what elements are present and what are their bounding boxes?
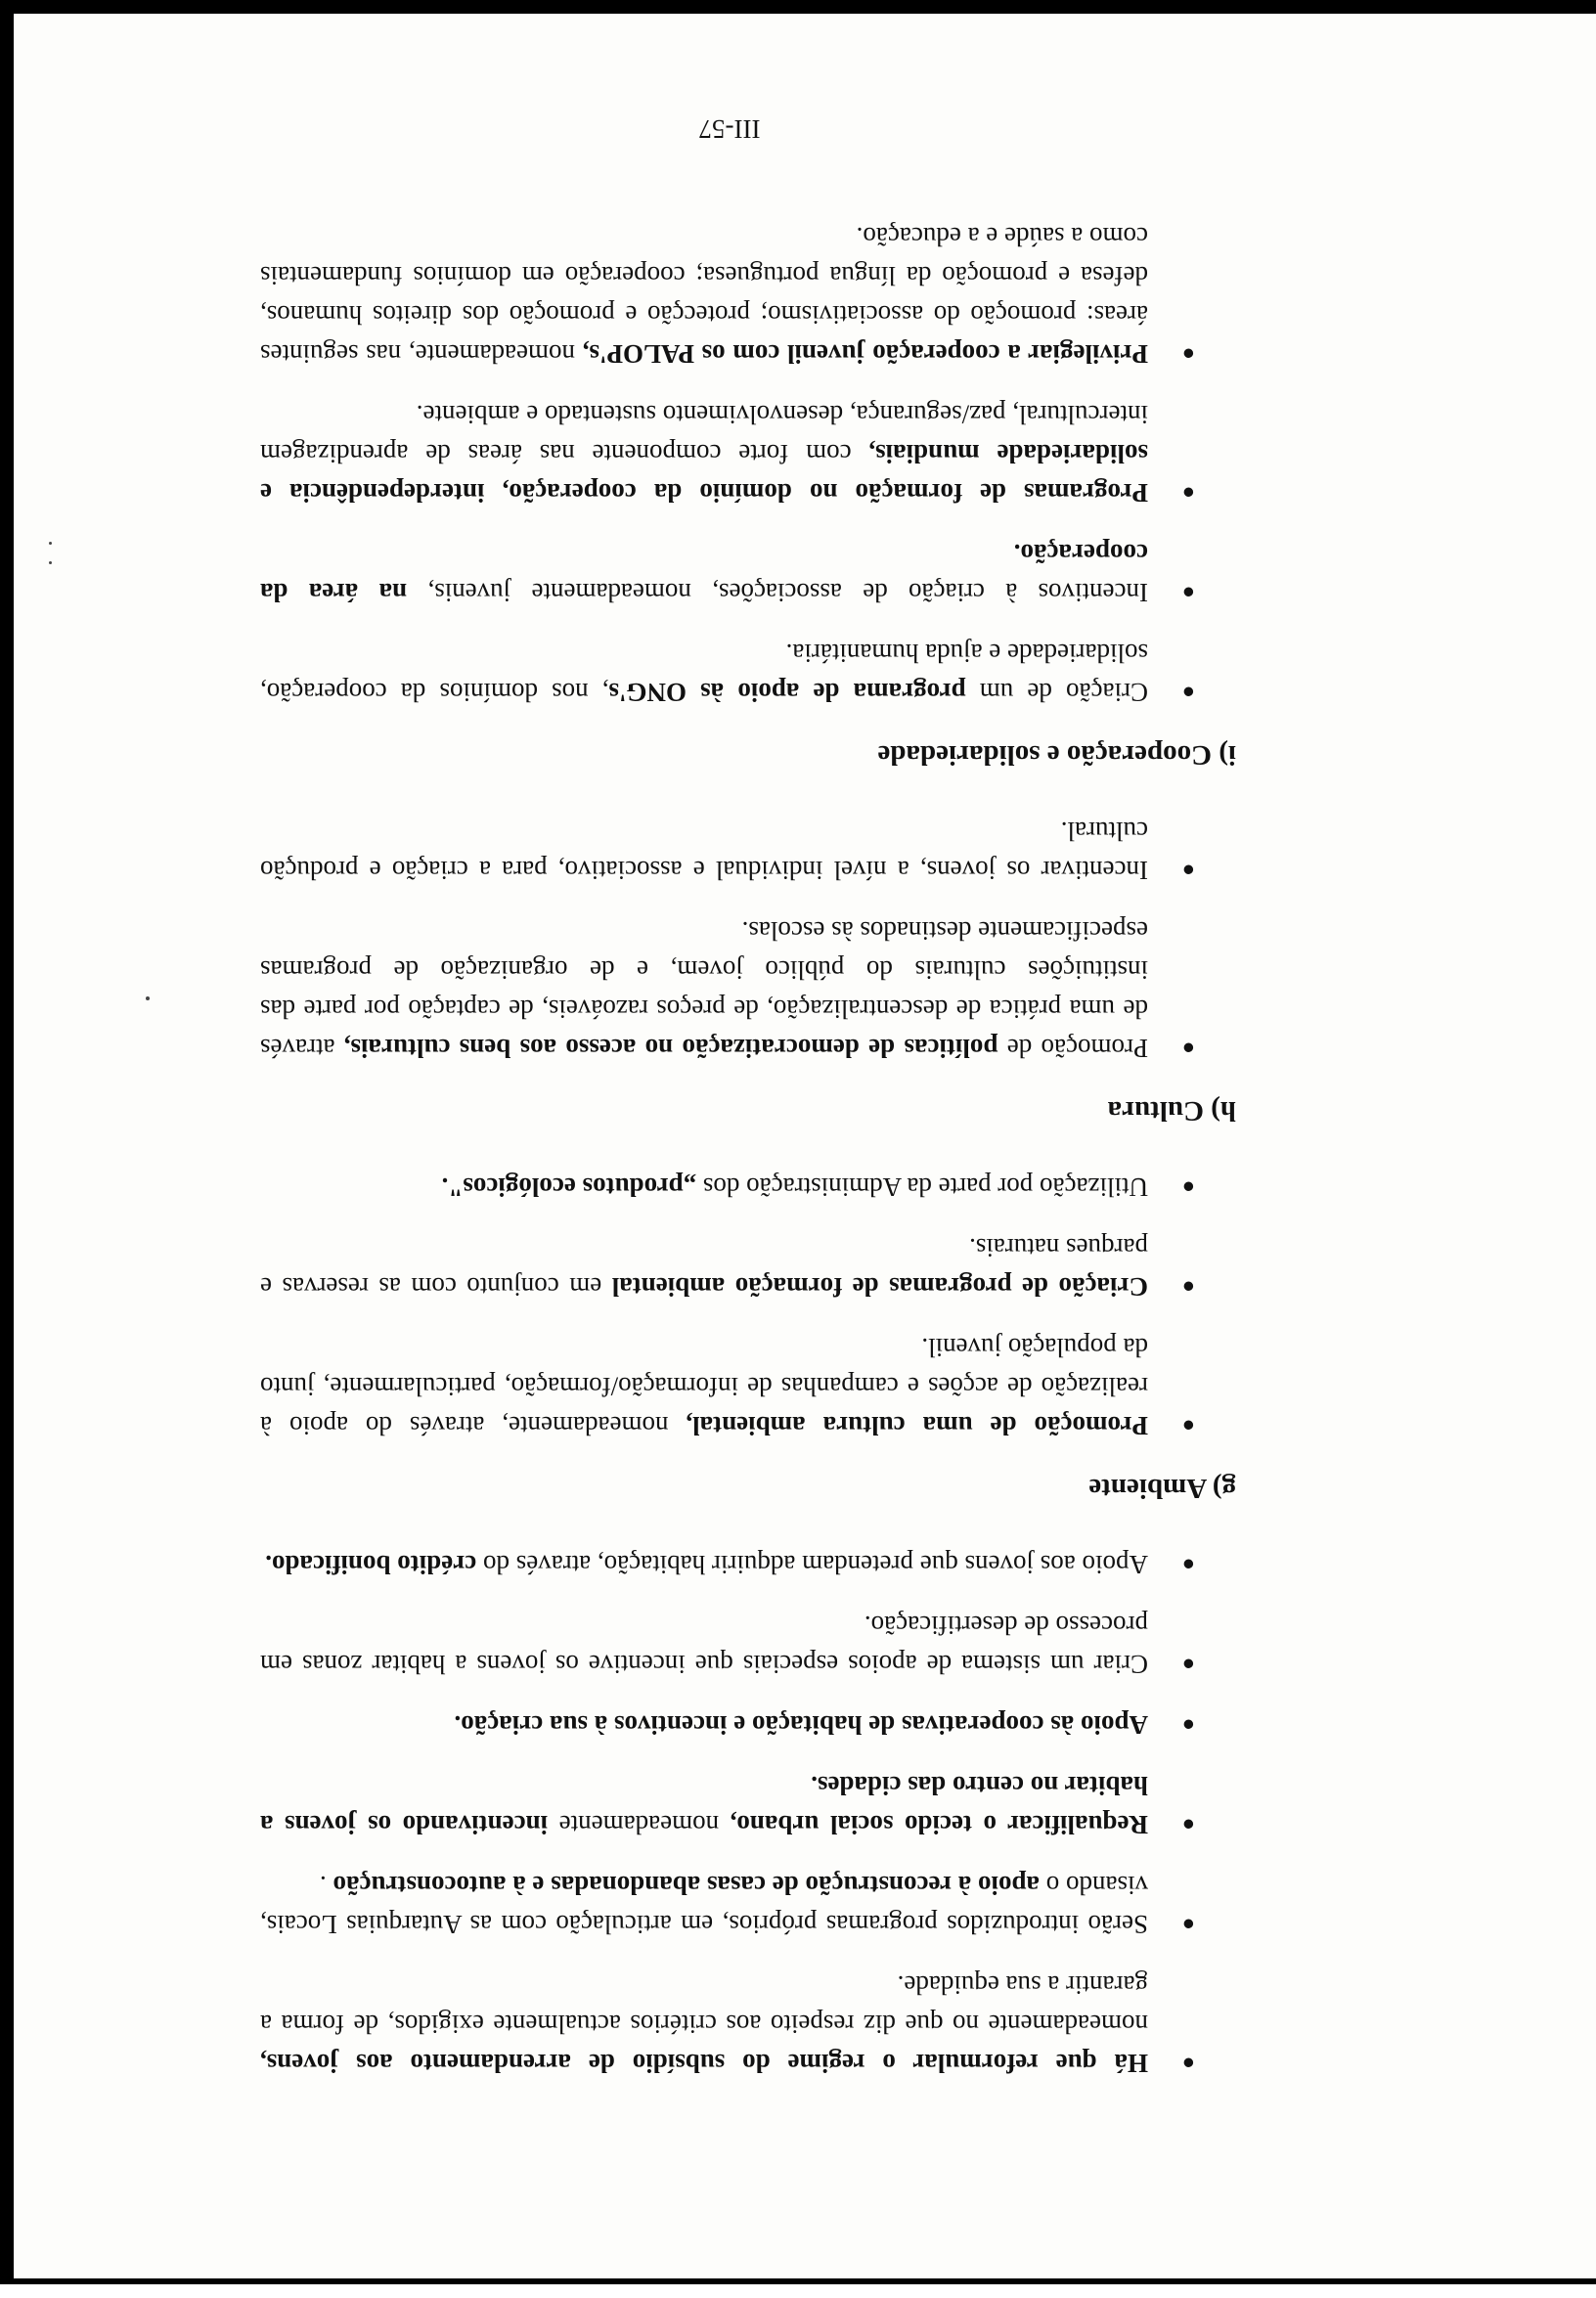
page-number: III-57 <box>698 114 761 144</box>
body-text: nomeadamente, através do apoio à realização de acções e campanhas de informação/formação, particularmente, junto da população juvenil. <box>260 1333 1148 1440</box>
body-text: nomeadamente <box>548 1810 731 1839</box>
body-text: Incentivar os jovens, a nível individual e associativo, para a criação e produção cultural. <box>260 817 1148 885</box>
bullet-item <box>260 1606 1199 1684</box>
bullet-item <box>260 1966 1199 2083</box>
body-text: através de uma prática de descentralização, de preços razoáveis, de captação por parte das instituições culturais do público jovem, e de organização de programas especificamente destinados às escolas. <box>259 916 1148 1063</box>
body-text: Promoção de <box>998 1034 1148 1063</box>
bullet-icon: ● <box>1181 342 1195 367</box>
bullet-icon: ● <box>1181 1553 1195 1577</box>
bullet-icon: ● <box>1181 1913 1195 1937</box>
bullet-icon: ● <box>1181 1275 1195 1300</box>
bold-text: políticas de democratização no acesso aos bens culturais, <box>343 1034 998 1063</box>
bullet-item <box>260 534 1199 612</box>
scan-speck <box>146 996 150 1000</box>
bold-text: Há que reformular o regime do subsídio de arrendamento aos jovens, <box>260 2049 1148 2078</box>
bold-text: programa de apoio às ONG's <box>608 678 966 707</box>
body-text: Apoio aos jovens que pretendam adquirir habitação, através do <box>476 1550 1148 1579</box>
bullet-item <box>260 1328 1199 1445</box>
body-text: Criação de um <box>965 678 1148 707</box>
document-body <box>259 110 1236 2083</box>
scan-speck <box>49 561 52 564</box>
body-text: Incentivos à criação de associações, nomeadamente juvenis, <box>407 578 1148 607</box>
bullet-item <box>260 1228 1199 1306</box>
body-text: Utilização por parte da Administração dos <box>696 1172 1148 1202</box>
bullet-item <box>260 1705 1199 1745</box>
body-text: Criar um sistema de apoios especiais que incentive os jovens a habitar zonas em processo de desertificação. <box>260 1611 1148 1679</box>
bullet-icon: ● <box>1181 1037 1195 1061</box>
bullet-item <box>260 1545 1199 1584</box>
bold-text: apoio à reconstrução de casas abandonadas e à autoconstrução <box>332 1871 1040 1900</box>
bold-text: Programas de formação no domínio da cooperação, interdependência e solidariedade mundiais, <box>260 439 1148 508</box>
bullet-icon: ● <box>1181 481 1195 506</box>
bullet-item <box>260 217 1199 374</box>
bullet-item <box>260 1866 1199 1944</box>
body-text: Serão introduzidos programas próprios, em articulação com as Autarquias Locais, visando o <box>260 1871 1148 1939</box>
bullet-icon: ● <box>1181 859 1195 883</box>
body-text: nomeadamente no que diz respeito aos critérios actualmente exigidos, de forma a garantir a sua equidade. <box>260 1970 1148 2039</box>
body-text: , nos domínios da cooperação, solidariedade e ajuda humanitária. <box>260 639 1148 707</box>
bullet-item <box>260 1766 1199 1844</box>
bold-text: incentivando os jovens a habitar no centro das cidades. <box>260 1771 1148 1839</box>
bullet-item <box>260 395 1199 512</box>
bold-text: na área da cooperação. <box>260 539 1148 607</box>
bold-text: Promoção de uma cultura ambiental, <box>686 1411 1148 1440</box>
bullet-icon: ● <box>1181 1175 1195 1200</box>
body-text: . <box>319 1871 333 1900</box>
bullet-icon: ● <box>1181 1713 1195 1738</box>
bullet-icon: ● <box>1181 1414 1195 1438</box>
bold-text: „produtos ecológicos". <box>441 1172 697 1202</box>
bullet-item <box>260 1168 1199 1207</box>
bullet-icon: ● <box>1181 581 1195 605</box>
bullet-item <box>260 911 1199 1068</box>
bold-text: Requalificar o tecido social urbano, <box>730 1810 1148 1839</box>
bullet-item <box>260 634 1199 712</box>
section-heading: i) Cooperação e solidariedade <box>877 739 1236 771</box>
body-text: nomeadamente, nas seguintes áreas: promoção do associativismo; protecção e promoção dos direitos humanos, defesa e promoção da língua portuguesa; cooperação em domínios fundamentais como a saúde e a educação. <box>260 222 1148 369</box>
bold-text: crédito bonificado. <box>265 1550 477 1579</box>
section-heading: g) Ambiente <box>1088 1473 1236 1504</box>
bullet-icon: ● <box>1181 681 1195 705</box>
section-heading: h) Cultura <box>1107 1095 1236 1127</box>
bullet-icon: ● <box>1181 1653 1195 1677</box>
bold-text: Apoio às cooperativas de habitação e incentivos à sua criação. <box>454 1710 1148 1740</box>
body-text: em conjunto com as reservas e parques naturais. <box>260 1233 1148 1302</box>
body-text: com forte componente nas áreas de aprendizagem intercultural, paz/segurança, desenvolvimento sustentado e ambiente. <box>259 400 1148 468</box>
bullet-item <box>260 812 1199 890</box>
bullet-icon: ● <box>1181 1813 1195 1837</box>
bold-text: Criação de programas de formação ambiental <box>611 1272 1148 1302</box>
bold-text: Privilegiar a cooperação juvenil com os PALOP's, <box>582 339 1148 369</box>
scan-speck <box>49 542 52 545</box>
rotated-content <box>14 14 1596 2298</box>
bullet-icon: ● <box>1181 2052 1195 2076</box>
